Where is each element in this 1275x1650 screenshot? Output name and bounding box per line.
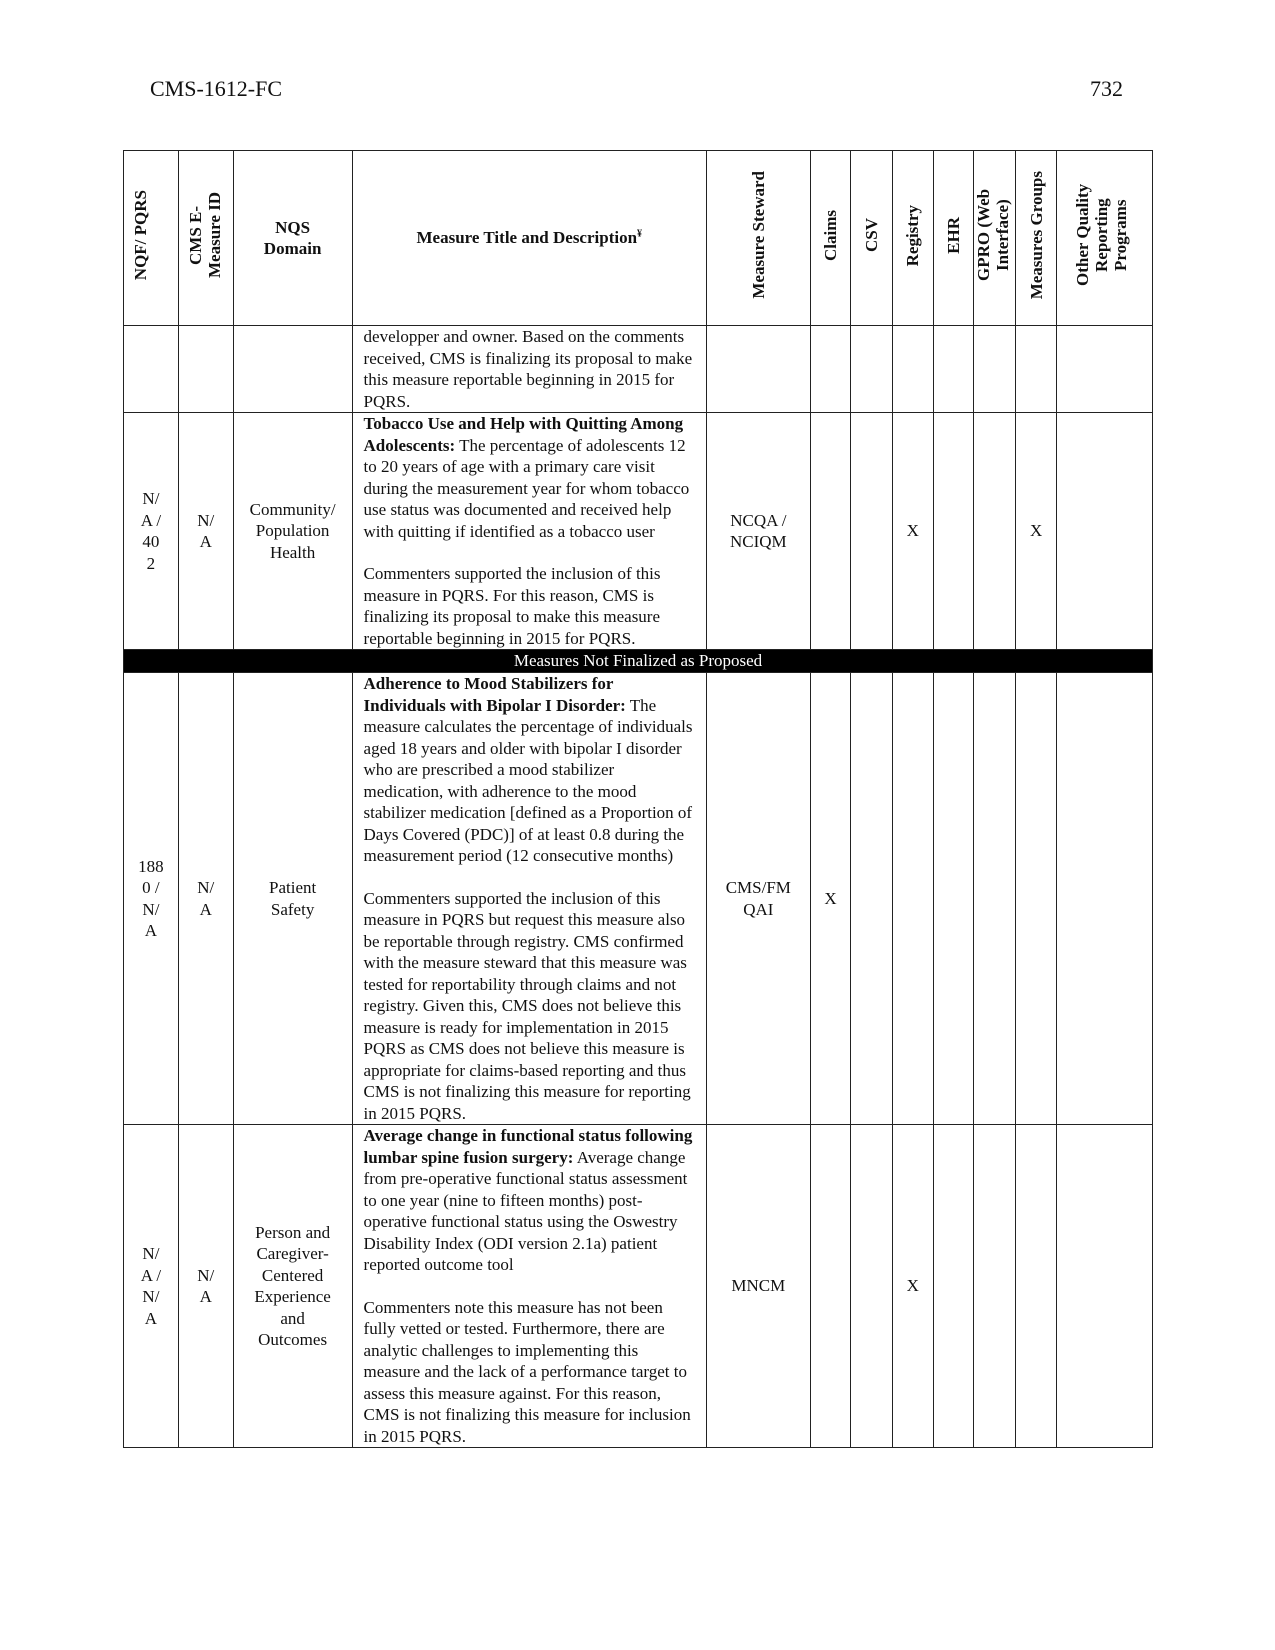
cell-groups (1015, 1125, 1057, 1448)
cell-other (1057, 413, 1153, 650)
cell-csv (851, 326, 893, 413)
cell-claims (810, 413, 851, 650)
col-header-measure-steward: Measure Steward (707, 151, 811, 326)
cell-domain: Person and Caregiver-Centered Experience and Outcomes (233, 1125, 352, 1448)
cell-nqf: 188 0 /N/ A (124, 673, 179, 1125)
cell-registry: X (892, 413, 933, 650)
page-number: 732 (1090, 76, 1123, 101)
section-banner-row (124, 650, 1153, 673)
cell-csv (851, 673, 893, 1125)
cell-nqf: N/ A /40 2 (124, 413, 179, 650)
cell-gpro (974, 1125, 1016, 1448)
cell-csv (851, 413, 893, 650)
col-header-registry: Registry (892, 151, 933, 326)
col-header-other-programs: Other Quality Reporting Programs (1057, 151, 1153, 326)
cell-nqf (124, 326, 179, 413)
cell-groups (1015, 673, 1057, 1125)
table-header-row (124, 151, 1153, 326)
cell-gpro (974, 413, 1016, 650)
col-header-gpro: GPRO (Web Interface) (974, 151, 1016, 326)
col-header-csv: CSV (851, 151, 893, 326)
footnote-mark: ¥ (637, 228, 643, 240)
table-row (124, 413, 1153, 650)
cell-description: Adherence to Mood Stabilizers for Individuals with Bipolar I Disorder: The measure calculates the percentage of individuals aged 18 years and older with bipolar I disorder who are prescribed a mood stabilizer medication, with adherence to the mood stabilizer medication [defined as a Proportion of Days Covered (PDC)] of at least 0.8 during the measurement period (12 consecutive months) Commenters supported the inclusion of this measure in PQRS but request this measure also be reportable through registry. CMS confirmed with the measure steward that this measure was tested for reportability through claims and not registry. Given this, CMS does not believe this measure is ready for implementation in 2015 PQRS as CMS does not believe this measure is appropriate for claims-based reporting and thus CMS is not finalizing this measure for reporting in 2015 PQRS. (352, 673, 707, 1125)
cms-comment: Commenters note this measure has not been fully vetted or tested. Furthermore, there are analytic challenges to implementing this measure and the lack of a performance target to assess this measure against. For this reason, CMS is not finalizing this measure for inclusion in 2015 PQRS. (363, 1297, 691, 1446)
cell-ehr (933, 413, 974, 650)
cell-other (1057, 673, 1153, 1125)
cell-domain: Patient Safety (233, 673, 352, 1125)
measure-title: Tobacco Use and Help with Quitting Among Adolescents: (363, 414, 684, 455)
cell-registry (892, 673, 933, 1125)
cell-description: Average change in functional status following lumbar spine fusion surgery: Average change from pre-operative functional status assessment to one year (nine to fifteen months) post-operative functional status using the Oswestry Disability Index (ODI version 2.1a) patient reported outcome tool Commenters note this measure has not been fully vetted or tested. Furthermore, there are analytic challenges to implementing this measure and the lack of a performance target to assess this measure against. For this reason, CMS is not finalizing this measure for inclusion in 2015 PQRS. (352, 1125, 707, 1448)
cell-registry: X (892, 1125, 933, 1448)
cell-groups (1015, 326, 1057, 413)
cell-domain: Community/ Population Health (233, 413, 352, 650)
cell-steward: MNCM (707, 1125, 811, 1448)
measure-title: Adherence to Mood Stabilizers for Individuals with Bipolar I Disorder: (363, 674, 626, 715)
cell-ehr (933, 673, 974, 1125)
table-row (124, 673, 1153, 1125)
cell-ehr (933, 1125, 974, 1448)
cell-csv (851, 1125, 893, 1448)
col-header-cms-emeasure-id: CMS E-Measure ID (178, 151, 233, 326)
col-header-ehr: EHR (933, 151, 974, 326)
col-header-nqf-pqrs: NQF/ PQRS (124, 151, 179, 326)
cell-gpro (974, 326, 1016, 413)
cell-ehr (933, 326, 974, 413)
cell-domain (233, 326, 352, 413)
cell-cms: N/ A (178, 673, 233, 1125)
cell-cms: N/ A (178, 413, 233, 650)
cell-steward: NCQA / NCIQM (707, 413, 811, 650)
table-row (124, 326, 1153, 413)
col-header-nqs-domain: NQS Domain (233, 151, 352, 326)
measure-title: Average change in functional status following lumbar spine fusion surgery: (363, 1126, 693, 1167)
cell-steward: CMS/FM QAI (707, 673, 811, 1125)
cell-other (1057, 1125, 1153, 1448)
cms-comment: Commenters supported the inclusion of this measure in PQRS but request this measure also be reportable through registry. CMS confirmed with the measure steward that this measure was tested for reportability through claims and not registry. Given this, CMS does not believe this measure is ready for implementation in 2015 PQRS as CMS does not believe this measure is appropriate for claims-based reporting and thus CMS is not finalizing this measure for reporting in 2015 PQRS. (363, 888, 691, 1123)
cell-registry (892, 326, 933, 413)
cell-cms: N/ A (178, 1125, 233, 1448)
cell-claims (810, 1125, 851, 1448)
cell-gpro (974, 673, 1016, 1125)
cell-claims: X (810, 673, 851, 1125)
cell-groups: X (1015, 413, 1057, 650)
cell-description: Tobacco Use and Help with Quitting Among Adolescents: The percentage of adolescents 12 to 20 years of age with a primary care visit during the measurement year for whom tobacco use status was documented and received help with quitting if identified as a tobacco user Commenters supported the inclusion of this measure in PQRS. For this reason, CMS is finalizing its proposal to make this measure reportable beginning in 2015 for PQRS. (352, 413, 707, 650)
cell-claims (810, 326, 851, 413)
cell-cms (178, 326, 233, 413)
cell-other (1057, 326, 1153, 413)
section-banner: Measures Not Finalized as Proposed (124, 650, 1153, 673)
cell-nqf: N/ A /N/ A (124, 1125, 179, 1448)
col-header-measures-groups: Measures Groups (1015, 151, 1057, 326)
col-header-title-description: Measure Title and Description¥ (352, 151, 707, 326)
document-id: CMS-1612-FC (150, 76, 283, 101)
cell-description: developper and owner. Based on the comments received, CMS is finalizing its proposal to make this measure reportable beginning in 2015 for PQRS. (352, 326, 707, 413)
measures-table (123, 150, 1153, 1448)
col-header-claims: Claims (810, 151, 851, 326)
cell-steward (707, 326, 811, 413)
table-row (124, 1125, 1153, 1448)
cms-comment: Commenters supported the inclusion of this measure in PQRS. For this reason, CMS is finalizing its proposal to make this measure reportable beginning in 2015 for PQRS. (363, 564, 661, 648)
